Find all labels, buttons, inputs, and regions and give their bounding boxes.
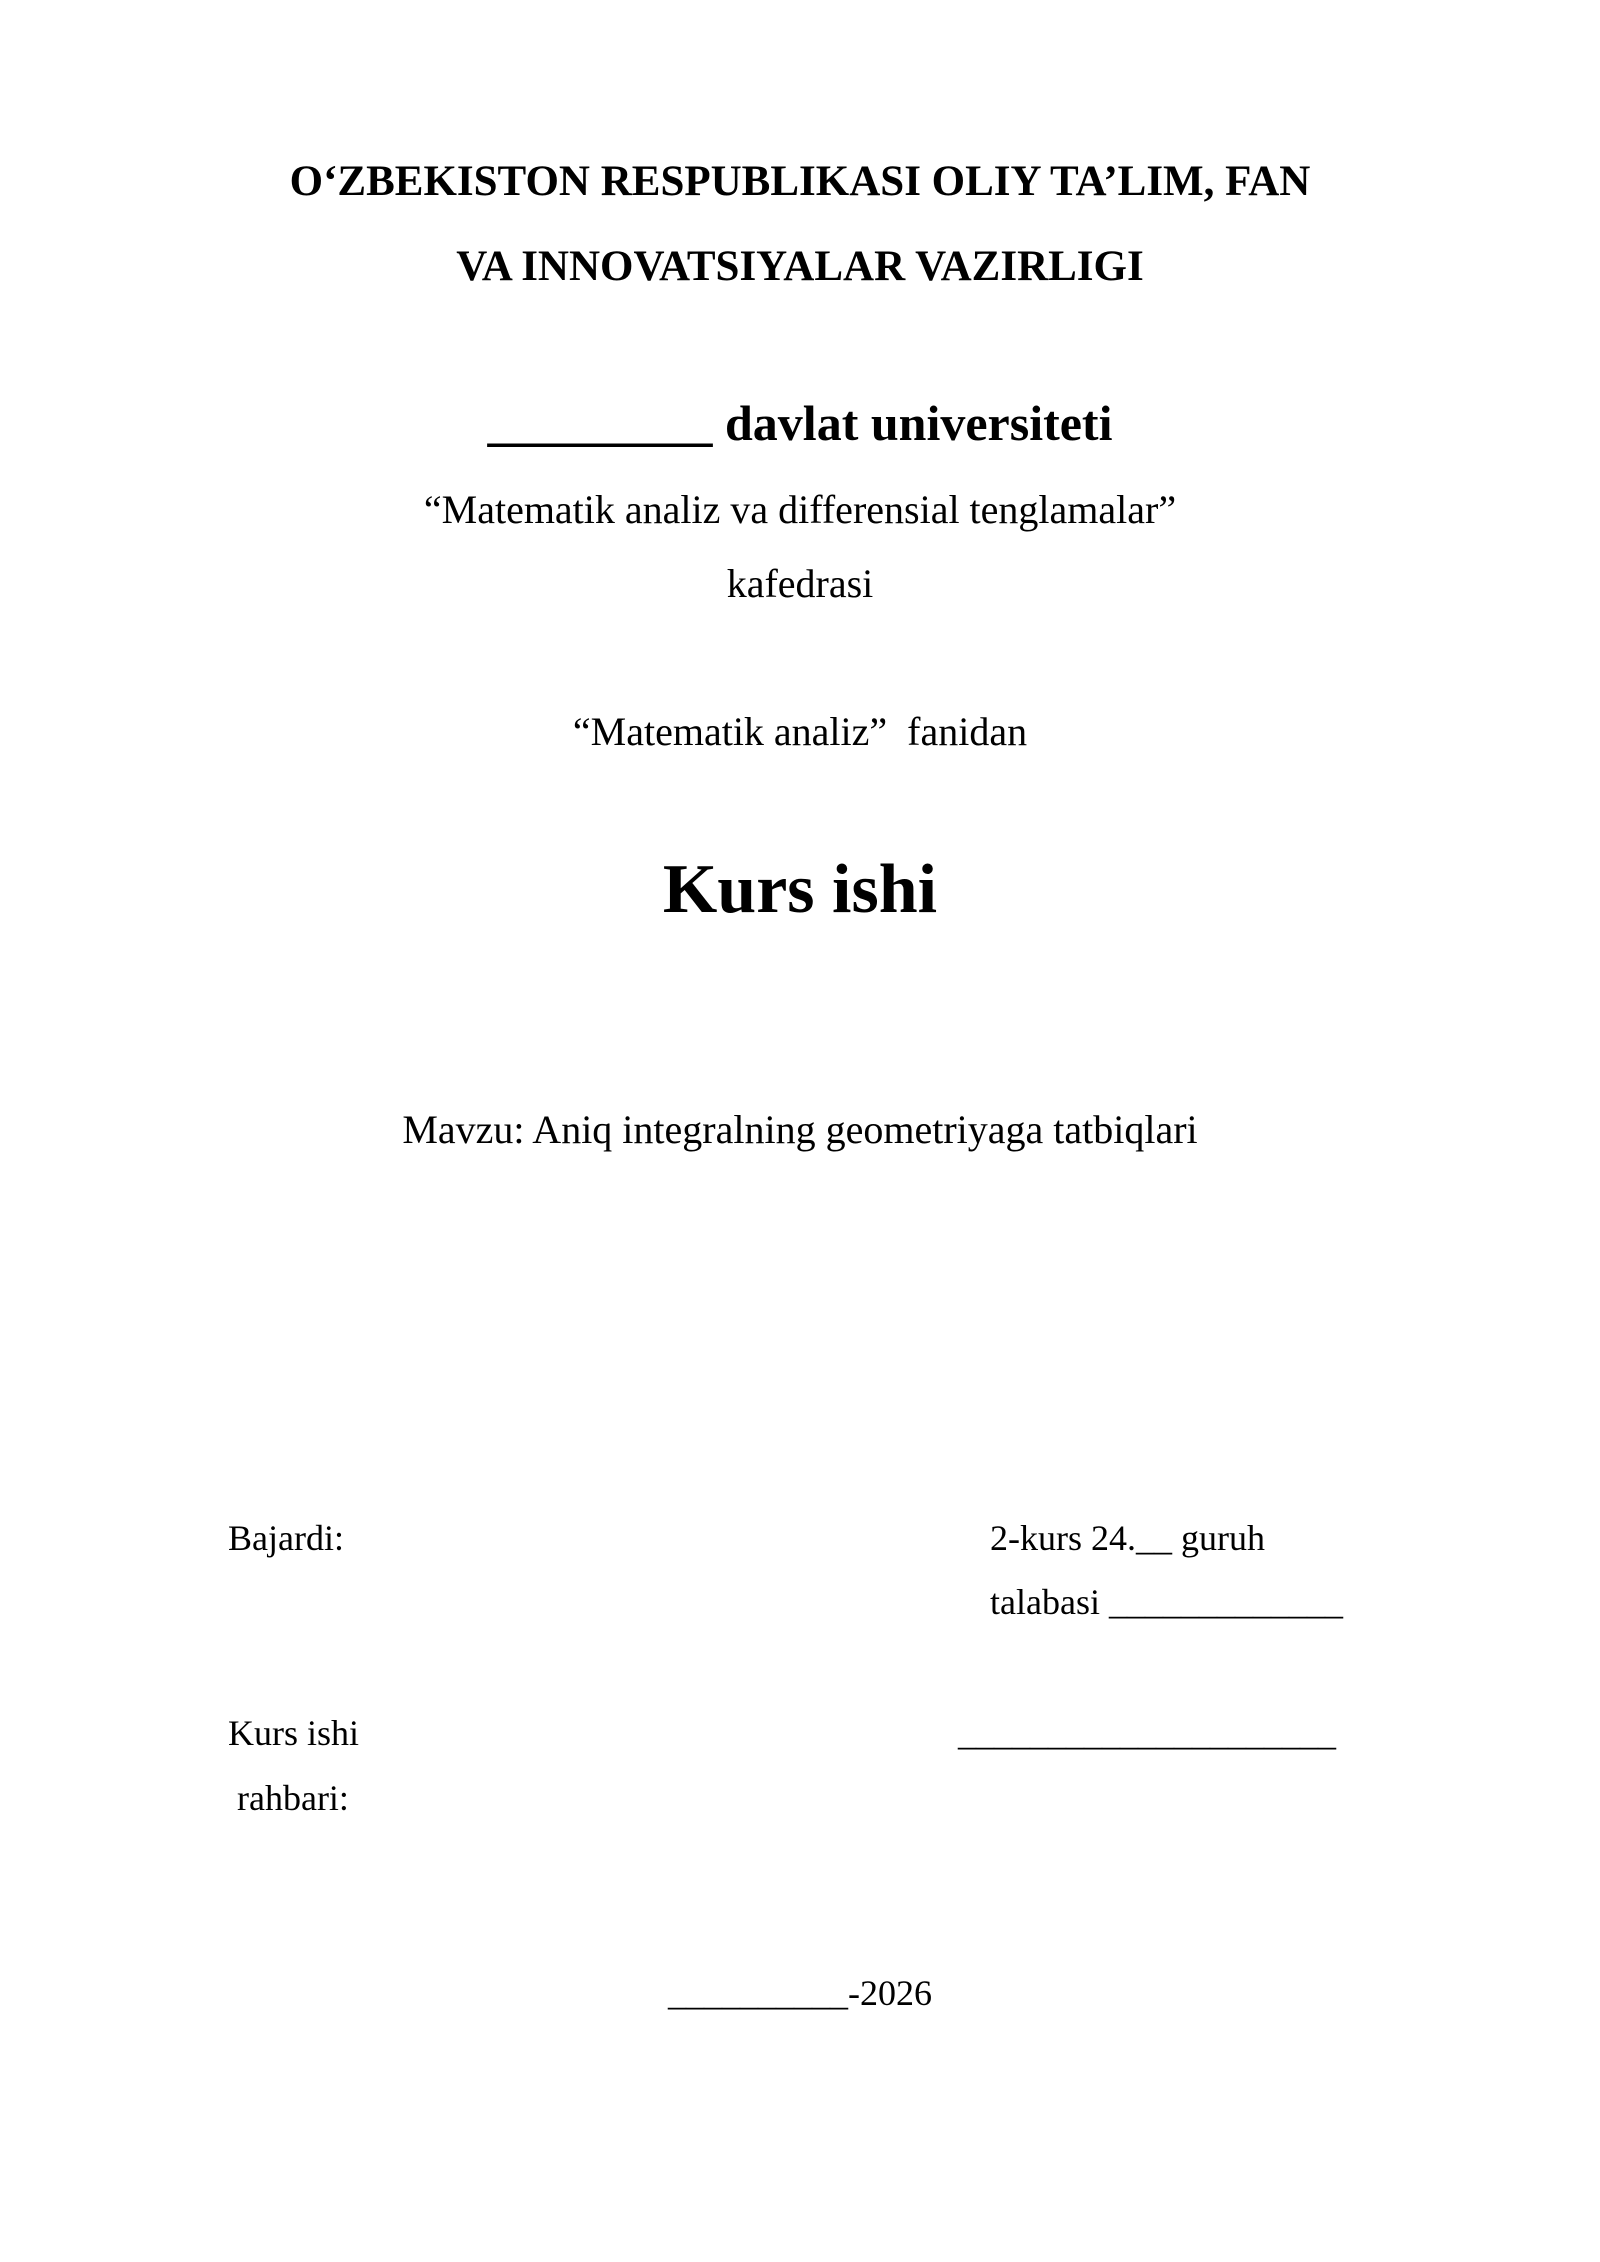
supervisor-label-line-1: Kurs ishi [228, 1713, 360, 1753]
ministry-line-1: O‘ZBEKISTON RESPUBLIKASI OLIY TA’LIM, FAN [289, 158, 1311, 205]
department-label: kafedrasi [726, 561, 874, 606]
performer-label: Bajardi: [228, 1518, 344, 1558]
document-title: Kurs ishi [662, 851, 938, 928]
performer-student: talabasi _____________ [990, 1582, 1343, 1622]
topic-line: Mavzu: Aniq integralning geometriyaga tatbiqlari [402, 1107, 1198, 1152]
university-name: _________ davlat universiteti [487, 395, 1113, 451]
subject-line: “Matematik analiz” fanidan [572, 709, 1028, 754]
supervisor-label-line-2: rahbari: [228, 1778, 349, 1818]
department-name: “Matematik analiz va differensial tenglamalar” [423, 487, 1177, 532]
ministry-line-2: VA INNOVATSIYALAR VAZIRLIGI [456, 243, 1144, 290]
supervisor-signature-line: _____________________ [958, 1713, 1336, 1753]
performer-group: 2-kurs 24.__ guruh [990, 1518, 1265, 1558]
year-line: __________-2026 [668, 1973, 932, 2013]
